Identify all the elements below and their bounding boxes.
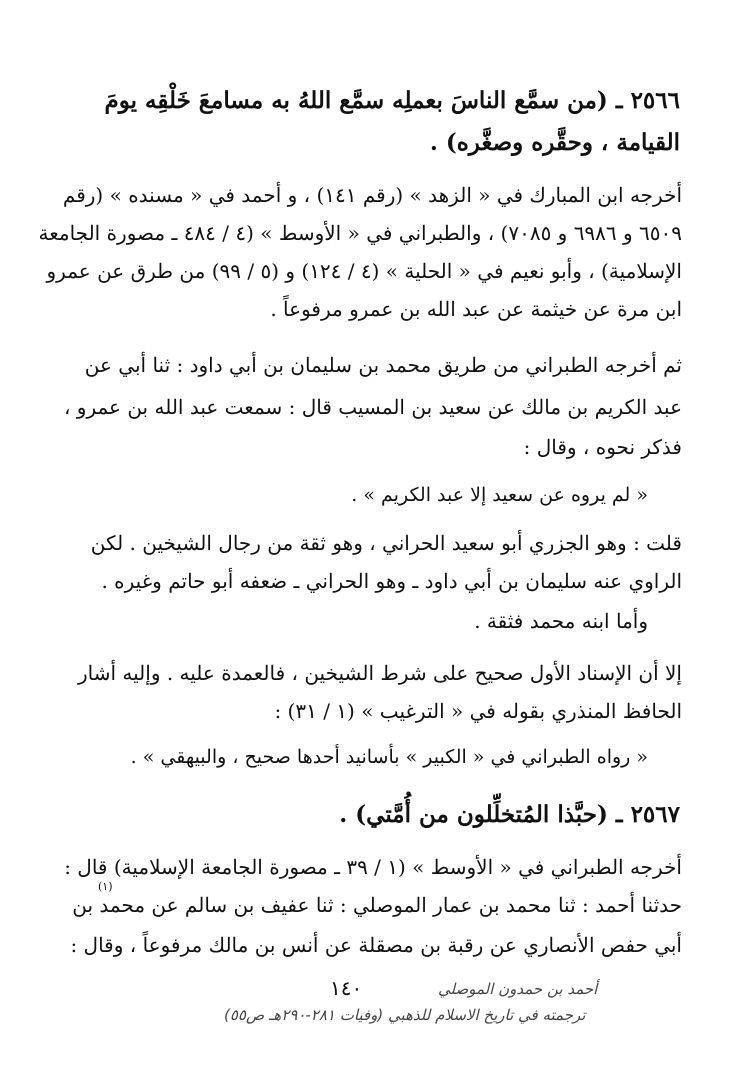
isnad-line: إلا أن الإسناد الأول صحيح على شرط الشيخين ، فالعمدة عليه . وإليه أشار (77, 661, 682, 685)
mundhiri-quote: « رواه الطبراني في « الكبير » بأسانيد أحدها صحيح ، والبيهقي » . (130, 746, 648, 768)
handwritten-note-line2: ترجمته في تاريخ الاسلام للذهبي (وفيات ٢٨١-٢٩٠هـ ص٥٥) (224, 1006, 586, 1024)
takhrij-line: ٦٥٠٩ و ٦٩٨٦ و ٧٠٨٥) ، والطبراني في « الأوسط » (٤ / ٤٨٤ ـ مصورة الجامعة (38, 221, 682, 245)
footnote-marker: (١) (98, 880, 113, 893)
isnad-line: الحافظ المنذري بقوله في « الترغيب » (١ / ٣١) : (274, 699, 682, 723)
takhrij-2567-line: أخرجه الطبراني في « الأوسط » (١ / ٣٩ ـ مصورة الجامعة الإسلامية) قال : (64, 855, 682, 879)
tabarani-line: عبد الكريم بن مالك عن سعيد بن المسيب قال : سمعت عبد الله بن عمرو ، (63, 395, 682, 419)
hadith-2567-title: ٢٥٦٧ ـ (حبَّذا المُتخلِّلون من أُمَّتي) . (339, 801, 680, 828)
hadith-2566-title-line1: ٢٥٦٦ ـ (من سمَّع الناسَ بعملِه سمَّع اللهُ به مسامعَ خَلْقِه يومَ (104, 87, 680, 114)
qultu-line: قلت : وهو الجزري أبو سعيد الحراني ، وهو ثقة من رجال الشيخين . لكن (90, 531, 682, 555)
takhrij-2567-line: أبي حفص الأنصاري عن رقبة بن مصقلة عن أنس بن مالك مرفوعاً ، وقال : (70, 933, 682, 957)
tabarani-line: ثم أخرجه الطبراني من طريق محمد بن سليمان بن أبي داود : ثنا أبي عن (84, 353, 682, 377)
handwritten-note-line1: أحمد بن حمدون الموصلي (438, 980, 598, 998)
takhrij-line: ابن مرة عن خيثمة عن عبد الله بن عمرو مرفوعاً . (270, 297, 682, 321)
takhrij-2567-line: حدثنا أحمد : ثنا محمد بن عمار الموصلي : ثنا عفيف بن سالم عن محمد بن (72, 893, 682, 917)
tabarani-line: فذكر نحوه ، وقال : (523, 435, 682, 459)
hadith-2566-title-line2: القيامة ، وحقَّره وصغَّره) . (429, 129, 680, 156)
takhrij-line: الإسلامية) ، وأبو نعيم في « الحلية » (٤ / ١٢٤) و (٥ / ٩٩) من طرق عن عمرو (46, 259, 682, 283)
qultu-line: الراوي عنه سليمان بن أبي داود ـ وهو الحراني ـ ضعفه أبو حاتم وغيره . (101, 569, 682, 593)
qultu-line: وأما ابنه محمد فثقة . (474, 609, 648, 633)
page-number: ١٤٠ (330, 976, 363, 1000)
tabarani-quote: « لم يروه عن سعيد إلا عبد الكريم » . (351, 484, 648, 506)
takhrij-line: أخرجه ابن المبارك في « الزهد » (رقم ١٤١) ، و أحمد في « مسنده » (رقم (62, 183, 682, 207)
